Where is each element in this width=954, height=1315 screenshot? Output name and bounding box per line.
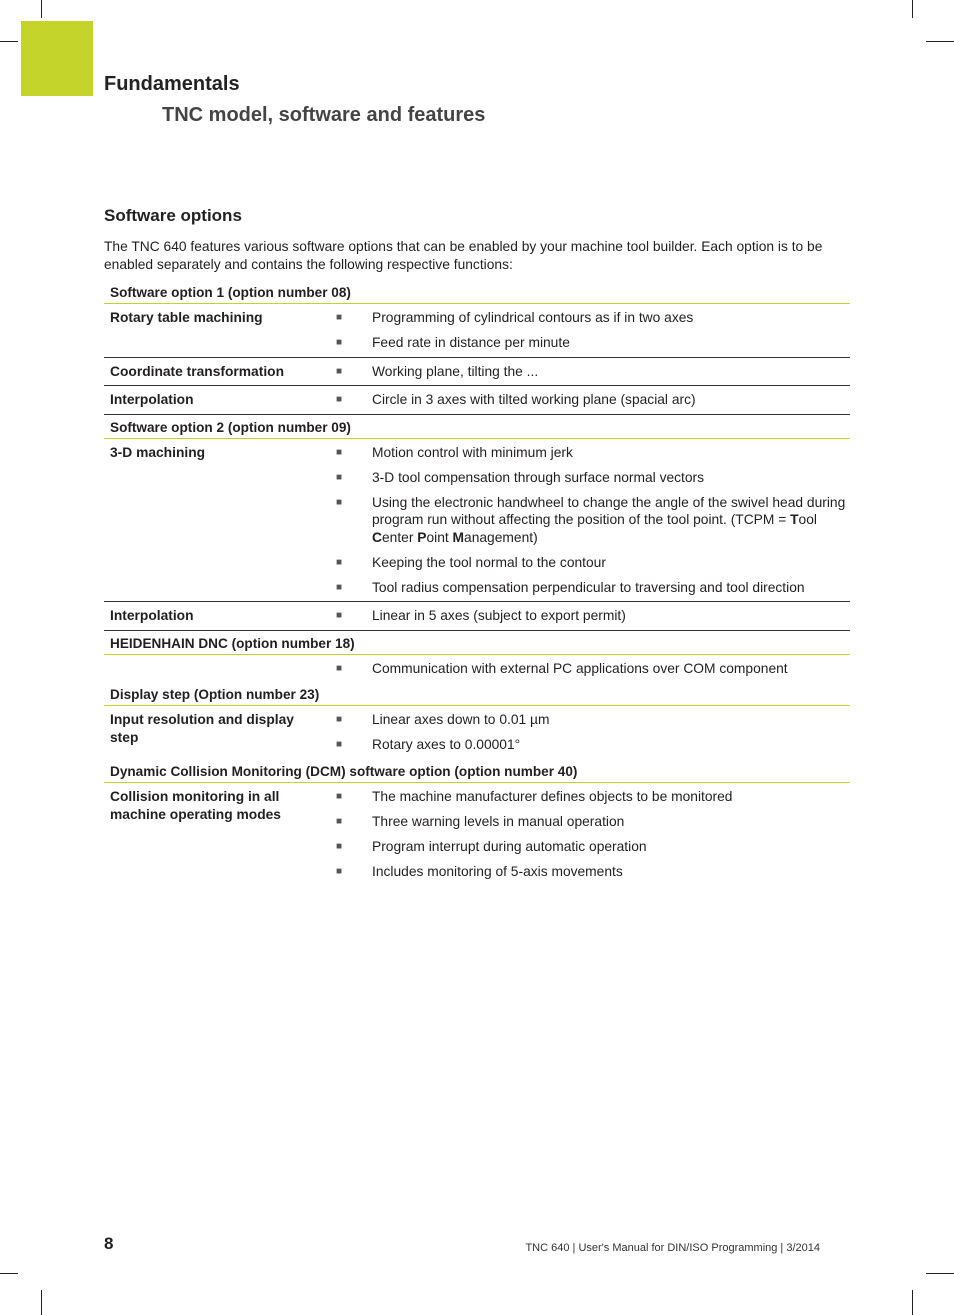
option-row [104, 386, 850, 415]
list-item [326, 838, 850, 856]
square-bullet-icon: ■ [336, 610, 343, 621]
option-group-title: Display step (Option number 23) [104, 685, 850, 706]
list-item-text: Communication with external PC applications over COM component [372, 660, 788, 676]
feature-name: 3-D machining [110, 444, 206, 460]
feature-list [326, 783, 850, 886]
list-item-text: Three warning levels in manual operation [372, 813, 625, 829]
feature-list [326, 358, 850, 386]
list-item-text: Feed rate in distance per minute [372, 335, 570, 350]
list-item-text: Using the electronic handwheel to change the angle of the swivel head during program run without affecting the position of the tool point. (TCPM = Tool Center Point Management) [372, 494, 846, 545]
square-bullet-icon: ■ [336, 446, 343, 458]
crop-mark [912, 0, 913, 18]
feature-name: Rotary table machining [110, 310, 263, 325]
square-bullet-icon: ■ [336, 840, 343, 852]
options-table [104, 283, 850, 885]
option-row [104, 706, 850, 759]
feature-name [104, 655, 326, 683]
list-item [326, 444, 850, 462]
main-content [104, 206, 850, 885]
feature-list [326, 706, 850, 759]
option-group-title: Dynamic Collision Monitoring (DCM) software option (option number 40) [104, 762, 850, 783]
square-bullet-icon: ■ [336, 556, 343, 568]
subchapter-title: TNC model, software and features [162, 104, 486, 126]
list-item-text: Working plane, tilting the ... [372, 363, 539, 379]
square-bullet-icon: ■ [336, 496, 343, 508]
square-bullet-icon: ■ [336, 865, 343, 877]
chapter-color-tab [21, 21, 93, 96]
feature-list [326, 602, 850, 630]
feature-list [326, 655, 850, 683]
section-title: Software options [104, 206, 242, 225]
crop-mark [41, 0, 42, 18]
square-bullet-icon: ■ [336, 739, 343, 750]
list-item [326, 660, 850, 678]
list-item-text: Program interrupt during automatic operation [372, 838, 647, 854]
crop-mark [926, 41, 954, 42]
list-item [326, 711, 850, 729]
square-bullet-icon: ■ [336, 815, 343, 827]
feature-name: Interpolation [110, 392, 194, 407]
square-bullet-icon: ■ [336, 471, 343, 483]
list-item [326, 607, 850, 625]
crop-mark [0, 1273, 18, 1274]
crop-mark [41, 1290, 42, 1315]
option-row [104, 602, 850, 631]
list-item-text: 3-D tool compensation through surface normal vectors [372, 469, 705, 485]
option-group-title: Software option 2 (option number 09) [104, 418, 850, 439]
option-row [104, 783, 850, 886]
option-row [104, 304, 850, 358]
square-bullet-icon: ■ [336, 394, 343, 405]
list-item [326, 334, 850, 352]
crop-mark [926, 1273, 954, 1274]
option-group-title: HEIDENHAIN DNC (option number 18) [104, 634, 850, 655]
list-item-text: Linear axes down to 0.01 µm [372, 712, 550, 727]
list-item [326, 579, 850, 597]
square-bullet-icon: ■ [336, 337, 343, 348]
square-bullet-icon: ■ [336, 662, 343, 674]
crop-mark [0, 41, 18, 42]
list-item [326, 736, 850, 754]
square-bullet-icon: ■ [336, 365, 343, 377]
list-item-text: Motion control with minimum jerk [372, 444, 573, 460]
list-item-text: The machine manufacturer defines objects to be monitored [372, 788, 733, 804]
option-row [104, 358, 850, 387]
square-bullet-icon: ■ [336, 790, 343, 802]
list-item [326, 391, 850, 409]
list-item [326, 309, 850, 327]
feature-list [326, 439, 850, 602]
list-item [326, 469, 850, 487]
list-item [326, 554, 850, 572]
list-item-text: Linear in 5 axes (subject to export permit) [372, 608, 626, 623]
list-item-text: Circle in 3 axes with tilted working plane (spacial arc) [372, 392, 696, 407]
feature-name: Collision monitoring in all machine operating modes [110, 788, 281, 822]
square-bullet-icon: ■ [336, 312, 343, 323]
chapter-title: Fundamentals [104, 73, 240, 95]
page-number: 8 [104, 1234, 114, 1253]
list-item-text: Includes monitoring of 5-axis movements [372, 863, 623, 879]
list-item [326, 813, 850, 831]
list-item [326, 494, 850, 547]
crop-mark [912, 1290, 913, 1315]
feature-name: Interpolation [110, 608, 194, 623]
square-bullet-icon: ■ [336, 581, 343, 593]
square-bullet-icon: ■ [336, 714, 343, 725]
list-item [326, 363, 850, 381]
list-item [326, 788, 850, 806]
option-row [104, 439, 850, 603]
list-item-text: Rotary axes to 0.00001° [372, 737, 521, 752]
footer-text: TNC 640 | User's Manual for DIN/ISO Programming | 3/2014 [525, 1242, 820, 1254]
list-item [326, 863, 850, 881]
feature-list [326, 386, 850, 414]
option-row [104, 655, 850, 683]
option-group-title: Software option 1 (option number 08) [104, 283, 850, 304]
list-item-text: Tool radius compensation perpendicular to traversing and tool direction [372, 579, 805, 595]
intro-paragraph: The TNC 640 features various software options that can be enabled by your machine tool builder. Each option is to be enabled separately and contains the following respective functions: [104, 239, 823, 272]
feature-name: Coordinate transformation [110, 363, 285, 379]
feature-name: Input resolution and display step [110, 712, 294, 745]
feature-list [326, 304, 850, 357]
list-item-text: Keeping the tool normal to the contour [372, 554, 606, 570]
list-item-text: Programming of cylindrical contours as if in two axes [372, 310, 694, 325]
